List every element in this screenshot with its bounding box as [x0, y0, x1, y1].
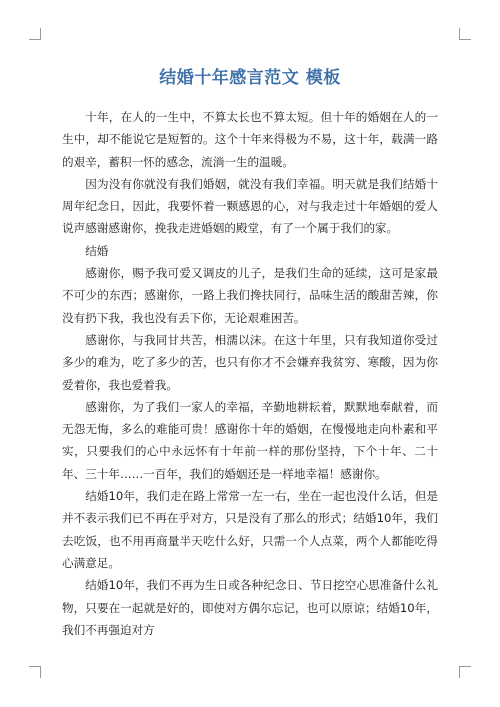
paragraph: 感谢你，为了我们一家人的幸福，辛勤地耕耘着，默默地奉献着，而无怨无悔，多么的难能可贵！感谢你十年的婚姻，在慢慢地走向朴素和平实，只要我们的心中永远怀有十年前一样的那份坚持，下个十年、二十年、三十年……一百年，我们的婚姻还是一样地幸福！感谢你。 — [62, 399, 438, 481]
paragraph: 结婚10年，我们不再为生日或各种纪念日、节日挖空心思准备什么礼物，只要在一起就是好的，即使对方偶尔忘记，也可以原谅；结婚10年，我们不再强迫对方 — [62, 578, 438, 637]
paragraph: 结婚 — [85, 243, 109, 258]
crop-mark-bottom-left — [29, 666, 41, 678]
document-title: 结婚十年感言范文 模板 — [159, 68, 341, 88]
crop-mark-bottom-right — [459, 666, 471, 678]
crop-mark-top-right — [459, 28, 471, 40]
paragraph: 结婚10年，我们走在路上常常一左一右，坐在一起也没什么话，但是并不表示我们已不再在乎对方，只是没有了那么的形式；结婚10年，我们去吃饭，也不用再商量半天吃什么好，只需一个人点菜，两个人都能吃得心满意足。 — [62, 489, 438, 570]
document-body — [62, 106, 438, 641]
crop-mark-top-left — [29, 28, 41, 40]
paragraph: 感谢你，赐予我可爱又调皮的儿子，是我们生命的延续，这可是家最不可少的东西；感谢你，一路上我们搀扶同行，品味生活的酸甜苦辣，你没有扔下我，我也没有丢下你，无论艰难困苦。 — [62, 266, 438, 325]
paragraph: 十年，在人的一生中，不算太长也不算太短。但十年的婚姻在人的一生中，却不能说它是短暂的。这个十年来得极为不易，这十年，载满一路的艰辛，蓄积一怀的感念，流淌一生的温暖。 — [62, 110, 438, 169]
paragraph: 因为没有你就没有我们婚姻，就没有我们幸福。明天就是我们结婚十周年纪念日，因此，我要怀着一颗感恩的心，对与我走过十年婚姻的爱人说声感谢感谢你，挽我走进婚姻的殿堂，有了一个属于我们的家。 — [62, 176, 438, 236]
paragraph: 感谢你，与我同甘共苦，相濡以沫。在这十年里，只有我知道你受过多少的难为，吃了多少的苦，也只有你才不会嫌弃我贫穷、寒酸，因为你爱着你，我也爱着我。 — [62, 332, 438, 392]
